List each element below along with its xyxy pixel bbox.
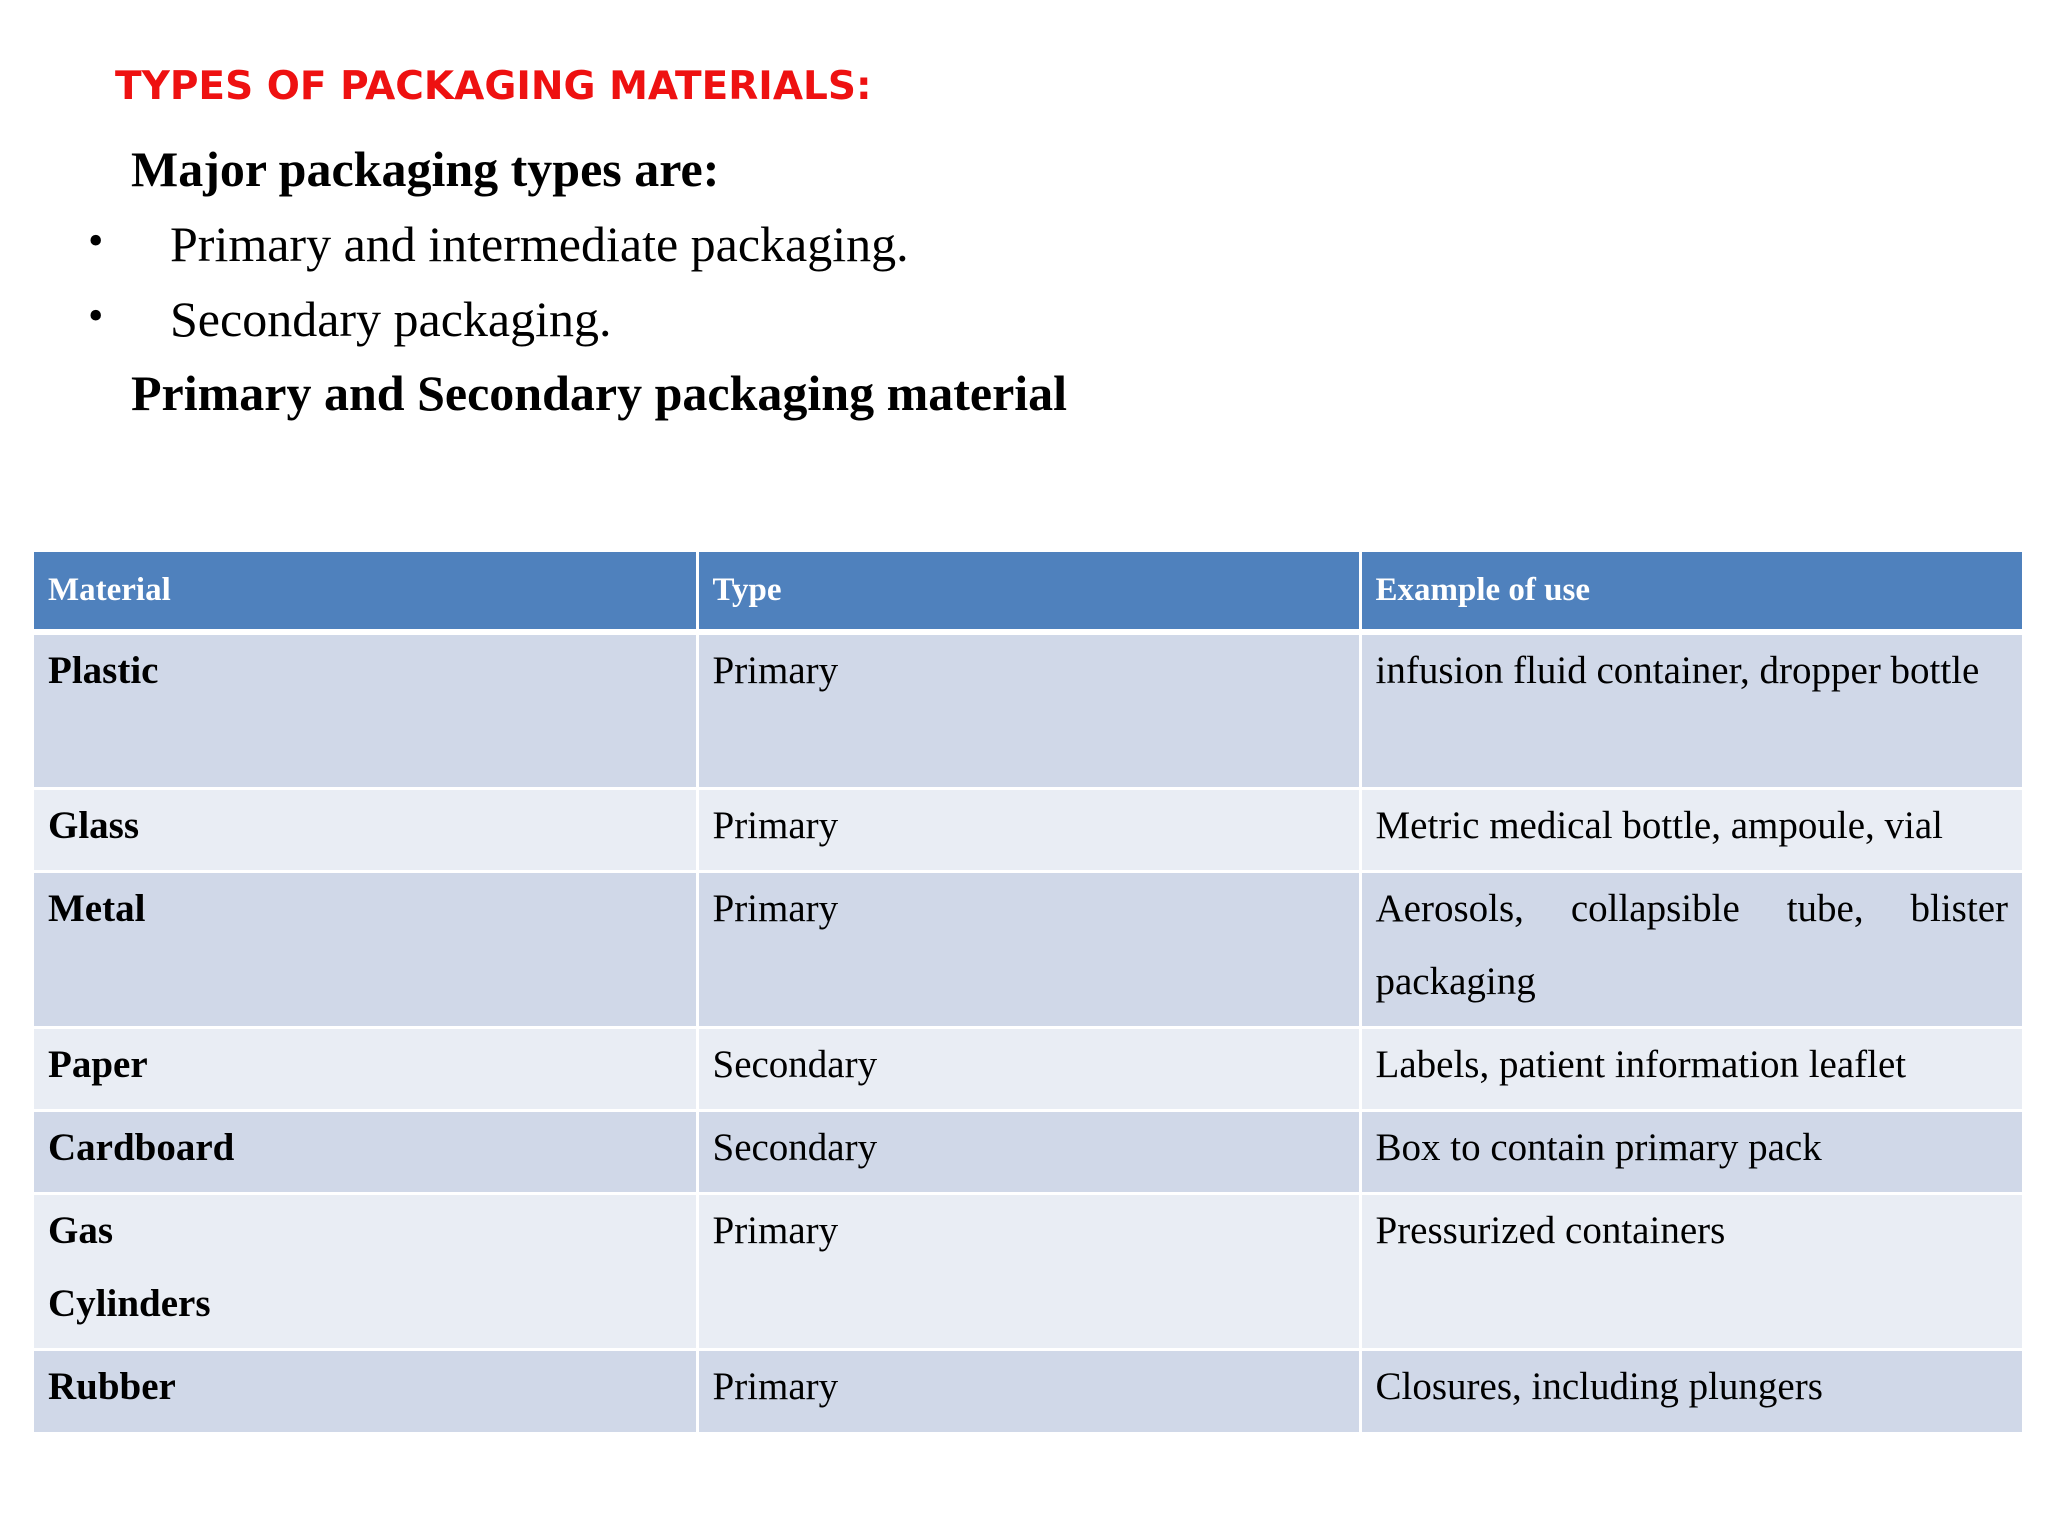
table-header-row: [34, 552, 2022, 632]
column-header-type: Type: [697, 552, 1360, 632]
table-row: [34, 788, 2022, 871]
cell-type: Primary: [697, 632, 1360, 788]
table-row: [34, 1193, 2022, 1349]
bullet-text: Primary and intermediate packaging.: [170, 216, 909, 272]
cell-material: Paper: [34, 1027, 697, 1110]
bullet-text: Secondary packaging.: [170, 291, 612, 347]
cell-type: Primary: [697, 1349, 1360, 1432]
table-row: [34, 871, 2022, 1027]
cell-example: Metric medical bottle, ampoule, vial: [1360, 788, 2022, 871]
cell-type: Primary: [697, 1193, 1360, 1349]
intro-heading: Major packaging types are:: [131, 141, 720, 197]
slide-title: TYPES OF PACKAGING MATERIALS:: [115, 64, 872, 109]
cell-example: infusion fluid container, dropper bottle: [1360, 632, 2022, 788]
table-row: [34, 1110, 2022, 1193]
column-header-example: Example of use: [1360, 552, 2022, 632]
cell-example: Closures, including plungers: [1360, 1349, 2022, 1432]
cell-material: Metal: [34, 871, 697, 1027]
cell-material: Glass: [34, 788, 697, 871]
table-row: [34, 632, 2022, 788]
cell-example: Box to contain primary pack: [1360, 1110, 2022, 1193]
table-row: [34, 1027, 2022, 1110]
cell-example: Pressurized containers: [1360, 1193, 2022, 1349]
cell-material: Rubber: [34, 1349, 697, 1432]
cell-type: Primary: [697, 788, 1360, 871]
cell-material: Plastic: [34, 632, 697, 788]
column-header-material: Material: [34, 552, 697, 632]
table-row: [34, 1349, 2022, 1432]
table-heading: Primary and Secondary packaging material: [131, 365, 1068, 421]
bullet-dot-icon: •: [88, 216, 104, 265]
cell-type: Primary: [697, 871, 1360, 1027]
cell-material: Cardboard: [34, 1110, 697, 1193]
cell-type: Secondary: [697, 1027, 1360, 1110]
packaging-materials-table: [34, 552, 2022, 1432]
cell-type: Secondary: [697, 1110, 1360, 1193]
cell-material: Gas Cylinders: [34, 1193, 697, 1349]
cell-example: Labels, patient information leaflet: [1360, 1027, 2022, 1110]
cell-example: Aerosols, collapsible tube, blister packaging: [1360, 871, 2022, 1027]
bullet-dot-icon: •: [88, 291, 104, 340]
